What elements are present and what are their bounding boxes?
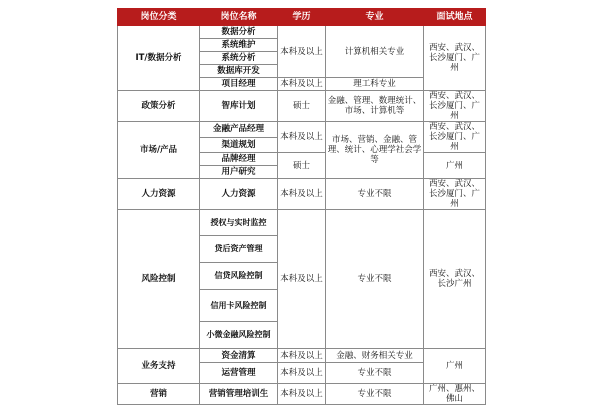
job-micro-risk: 小微金融风险控制 <box>200 322 278 349</box>
major-market: 市场、营销、金融、管理、统计、心理学社会学等 <box>326 122 424 179</box>
location-hr: 西安、武汉、长沙厦门、广州 <box>424 179 486 210</box>
header-category: 岗位分类 <box>118 9 200 26</box>
job-ux: 用户研究 <box>200 166 278 179</box>
major-ops: 专业不限 <box>326 363 424 384</box>
category-sales: 营销 <box>118 384 200 405</box>
job-think-tank: 智库计划 <box>200 91 278 122</box>
location-biz: 广州 <box>424 349 486 384</box>
major-hr: 专业不限 <box>326 179 424 210</box>
header-row <box>118 9 486 26</box>
location-risk: 西安、武汉、长沙广州 <box>424 210 486 349</box>
edu-hr: 本科及以上 <box>278 179 326 210</box>
job-card-risk: 信用卡风险控制 <box>200 290 278 322</box>
job-data-analysis: 数据分析 <box>200 26 278 39</box>
job-pm: 项目经理 <box>200 78 278 91</box>
job-brand: 品牌经理 <box>200 153 278 166</box>
major-clearing: 金融、财务相关专业 <box>326 349 424 363</box>
header-job: 岗位名称 <box>200 9 278 26</box>
category-biz: 业务支持 <box>118 349 200 384</box>
job-hr: 人力资源 <box>200 179 278 210</box>
edu-it: 本科及以上 <box>278 26 326 78</box>
category-it: IT/数据分析 <box>118 26 200 91</box>
edu-brand: 硕士 <box>278 153 326 179</box>
edu-ops: 本科及以上 <box>278 363 326 384</box>
job-sys-maint: 系统维护 <box>200 39 278 52</box>
job-clearing: 资金清算 <box>200 349 278 363</box>
major-sales: 专业不限 <box>326 384 424 405</box>
major-policy: 金融、管理、数理统计、市场、计算机等 <box>326 91 424 122</box>
job-table <box>117 8 486 405</box>
major-it: 计算机相关专业 <box>326 26 424 78</box>
header-major: 专业 <box>326 9 424 26</box>
edu-market: 本科及以上 <box>278 122 326 153</box>
job-credit-risk: 信贷风险控制 <box>200 263 278 290</box>
job-post-loan: 贷后资产管理 <box>200 236 278 263</box>
header-education: 学历 <box>278 9 326 26</box>
job-channel: 渠道规划 <box>200 137 278 153</box>
job-auth-monitor: 授权与实时监控 <box>200 210 278 236</box>
category-policy: 政策分析 <box>118 91 200 122</box>
job-sales-trainee: 营销管理培训生 <box>200 384 278 405</box>
major-pm: 理工科专业 <box>326 78 424 91</box>
edu-risk: 本科及以上 <box>278 210 326 349</box>
location-policy: 西安、武汉、长沙厦门、广州 <box>424 91 486 122</box>
job-fin-product: 金融产品经理 <box>200 122 278 138</box>
edu-sales: 本科及以上 <box>278 384 326 405</box>
job-ops: 运营管理 <box>200 363 278 384</box>
major-risk: 专业不限 <box>326 210 424 349</box>
category-hr: 人力资源 <box>118 179 200 210</box>
category-market: 市场/产品 <box>118 122 200 179</box>
location-it: 西安、武汉、长沙厦门、广州 <box>424 26 486 91</box>
location-brand: 广州 <box>424 153 486 179</box>
location-sales: 广州、惠州、佛山 <box>424 384 486 405</box>
job-db-dev: 数据库开发 <box>200 65 278 78</box>
edu-pm: 本科及以上 <box>278 78 326 91</box>
header-location: 面试地点 <box>424 9 486 26</box>
category-risk: 风险控制 <box>118 210 200 349</box>
job-sys-analysis: 系统分析 <box>200 52 278 65</box>
edu-clearing: 本科及以上 <box>278 349 326 363</box>
location-market: 西安、武汉、长沙厦门、广州 <box>424 122 486 153</box>
edu-policy: 硕士 <box>278 91 326 122</box>
